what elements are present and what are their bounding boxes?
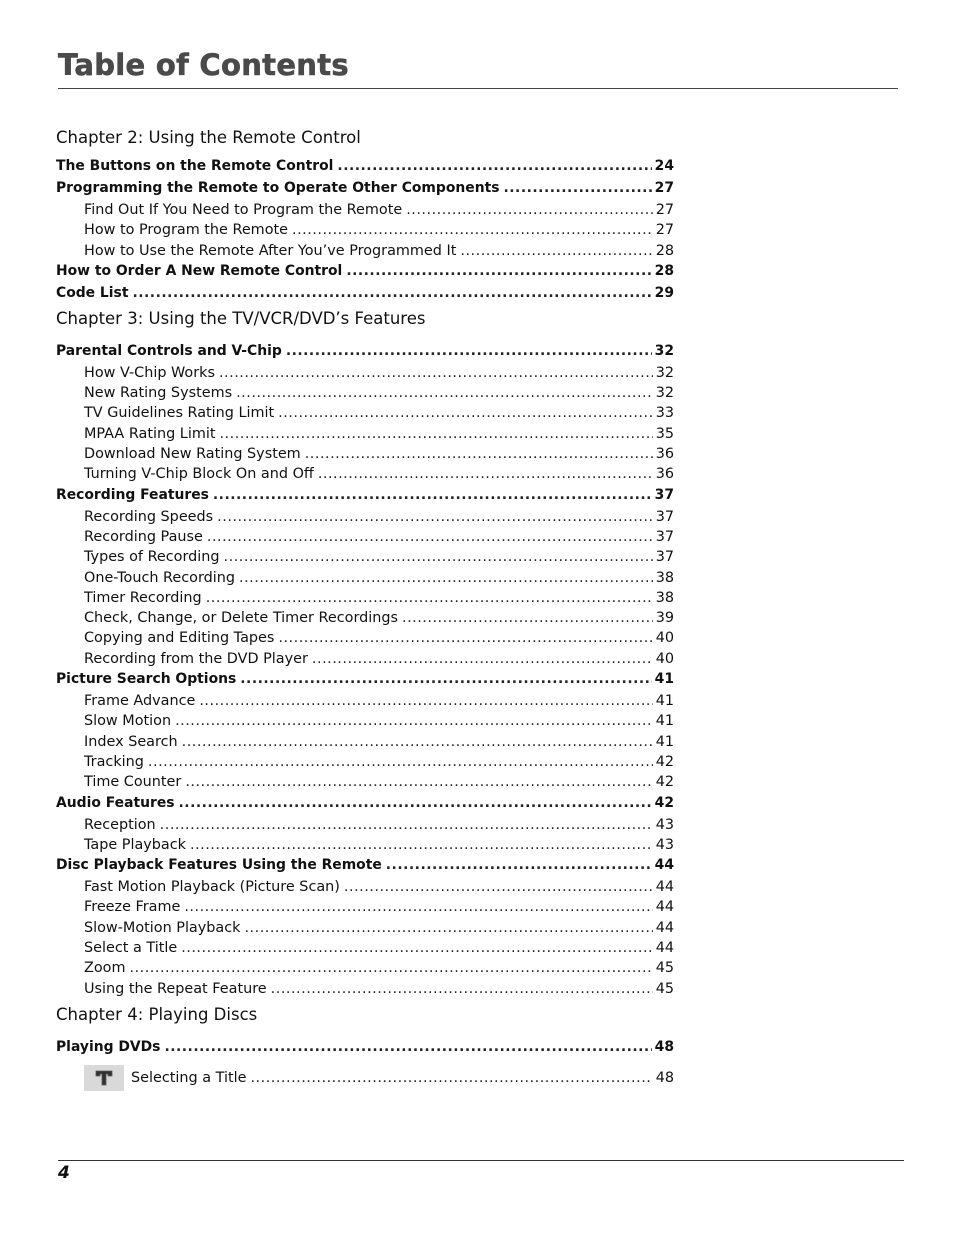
toc-entry-label: Selecting a Title [131,1069,247,1086]
toc-entry-page: 41 [655,713,674,730]
toc-entry [56,549,674,569]
toc-entry-label: Check, Change, or Delete Timer Recordings [84,610,398,627]
toc-entry-label: Zoom [84,960,126,977]
toc-entry [56,671,674,693]
toc-entry [56,940,674,960]
dot-leader [207,529,653,545]
toc-entry-page: 37 [655,508,674,525]
toc-entry-label: Recording Speeds [84,508,214,525]
toc-entry-page: 37 [655,549,674,566]
dot-leader [239,570,653,586]
toc-entry [56,774,674,794]
dot-leader [292,222,653,238]
toc-entry-label: Turning V-Chip Block On and Off [84,466,314,483]
dot-leader [312,651,653,667]
toc-entry-label: How to Program the Remote [84,222,288,239]
toc-entry [56,817,674,837]
toc-entry-label: Tape Playback [84,836,186,853]
toc-entry-page: 33 [655,405,674,422]
toc-entry [56,570,674,590]
toc-entry-label: Fast Motion Playback (Picture Scan) [84,879,340,896]
dot-leader [160,817,653,833]
toc-entry-page: 32 [655,364,674,381]
toc-entry-page: 45 [655,960,674,977]
toc-entry-page: 42 [654,794,674,811]
chapter-heading: Chapter 3: Using the TV/VCR/DVD’s Features [56,308,426,328]
toc-entry-page: 24 [654,158,674,174]
toc-entry-label: Select a Title [84,940,178,957]
dot-leader [346,263,651,279]
toc-entry-label: Using the Repeat Feature [84,980,267,997]
toc-entry [56,385,674,405]
toc-entry-label: Recording Features [56,486,209,503]
toc-entry-label: Recording Pause [84,528,203,545]
toc-entry [56,837,674,857]
toc-entry-page: 32 [655,385,674,402]
toc-entry-label: Picture Search Options [56,671,237,688]
toc-entry-page: 38 [655,569,674,586]
toc-entry-label: The Buttons on the Remote Control [56,158,334,174]
toc-entry [56,529,674,549]
toc-entry [56,263,674,285]
toc-entry [56,365,674,385]
dot-leader [406,202,652,218]
toc-entry [56,734,674,754]
toc-entry-page: 41 [655,693,674,710]
toc-entry-page: 40 [655,650,674,667]
toc-entry-page: 35 [655,425,674,442]
dot-leader [219,426,652,442]
toc-entry [56,466,674,486]
toc-entry-label: Parental Controls and V-Chip [56,342,282,359]
toc-entry [56,693,674,713]
toc-entry [56,630,674,650]
dot-leader [164,1039,651,1055]
dot-leader [148,754,653,770]
toc-entry-page: 27 [655,222,674,239]
toc-entry-label: Types of Recording [84,549,220,566]
toc-entry-label: Copying and Editing Tapes [84,630,275,647]
dot-leader [460,243,652,259]
toc-entry-page: 43 [655,836,674,853]
toc-entry [56,651,674,671]
chapter-heading: Chapter 4: Playing Discs [56,1004,258,1024]
toc-entry-page: 36 [655,446,674,463]
toc-entry [56,590,674,610]
toc-entry [56,158,674,180]
toc-entry-page: 39 [655,610,674,627]
toc-entry [56,426,674,446]
toc-entry [56,285,674,307]
dot-leader [190,837,653,853]
toc-entry-label: Timer Recording [84,589,202,606]
table-of-contents [56,128,674,1093]
dot-leader [402,610,653,626]
toc-entry [56,509,674,529]
dot-leader [217,509,653,525]
toc-entry [56,857,674,879]
dot-leader [386,857,652,873]
toc-entry-page: 29 [654,284,674,301]
toc-entry-page: 43 [655,816,674,833]
toc-entry-page: 44 [655,879,674,896]
dot-leader [236,385,653,401]
toc-entry-label: Playing DVDs [56,1038,161,1055]
toc-entry-label: Reception [84,816,156,833]
dot-leader [175,713,653,729]
dot-leader [199,693,652,709]
dot-leader [344,879,653,895]
toc-entry-page: 42 [655,753,674,770]
dot-leader [504,180,652,196]
dot-leader [206,590,653,606]
page-number: 4 [58,1163,70,1183]
toc-entry-page: 37 [655,528,674,545]
toc-entry-page: 27 [654,180,674,196]
toc-entry-label: MPAA Rating Limit [84,425,216,442]
dot-leader [185,774,652,790]
toc-entry-label: Slow Motion [84,713,172,730]
toc-entry [56,920,674,940]
toc-entry [56,202,674,222]
toc-entry-label: How V-Chip Works [84,364,215,381]
toc-entry [56,222,674,242]
dot-leader [213,487,652,503]
dot-leader [132,285,651,301]
dot-leader [286,343,652,359]
dot-leader [337,158,651,174]
toc-entry-label: How to Order A New Remote Control [56,262,343,279]
toc-entry [56,713,674,733]
toc-entry-page: 37 [654,486,674,503]
toc-entry-label: Audio Features [56,794,175,811]
dot-leader [305,446,653,462]
toc-entry-label: Time Counter [84,774,182,791]
toc-entry [56,879,674,899]
dot-leader [278,630,652,646]
toc-entry [56,405,674,425]
toc-entry-label: Frame Advance [84,693,196,710]
toc-entry-page: 28 [655,242,674,259]
dot-leader [250,1070,652,1086]
toc-entry-label: Freeze Frame [84,899,181,916]
toc-entry [56,1063,674,1093]
dot-leader [219,365,653,381]
dot-leader [224,549,653,565]
footer-divider [58,1160,904,1161]
toc-entry-label: Disc Playback Features Using the Remote [56,857,382,874]
toc-entry [56,487,674,509]
toc-entry-label: Tracking [84,753,144,770]
dot-leader [244,920,652,936]
toc-entry [56,1039,674,1061]
dot-leader [184,899,652,915]
toc-entry [56,180,674,202]
toc-entry-page: 28 [654,262,674,279]
dot-leader [181,940,652,956]
dot-leader [318,466,653,482]
chapter-heading: Chapter 2: Using the Remote Control [56,128,361,147]
toc-entry-page: 48 [654,1038,674,1055]
toc-entry-page: 41 [655,733,674,750]
toc-entry-label: Programming the Remote to Operate Other Components [56,180,500,196]
toc-entry-label: Index Search [84,733,178,750]
page-title: Table of Contents [58,48,349,82]
toc-entry-label: New Rating Systems [84,385,233,402]
toc-entry-label: Code List [56,284,129,301]
toc-entry-page: 48 [655,1069,674,1086]
dot-leader [130,960,653,976]
toc-entry-page: 36 [655,466,674,483]
toc-entry [56,981,674,1001]
toc-entry [56,899,674,919]
toc-entry [56,243,674,263]
toc-entry-label: One-Touch Recording [84,569,236,586]
toc-entry-page: 32 [654,342,674,359]
toc-entry [56,795,674,817]
toc-entry [56,754,674,774]
toc-entry [56,610,674,630]
toc-entry-page: 45 [655,980,674,997]
title-divider [58,88,898,89]
toc-entry-label: Find Out If You Need to Program the Remote [84,202,403,218]
toc-entry [56,343,674,365]
toc-entry [56,960,674,980]
toc-entry-page: 44 [655,919,674,936]
dot-leader [240,671,651,687]
toc-entry-label: Download New Rating System [84,446,301,463]
toc-entry-label: TV Guidelines Rating Limit [84,405,275,422]
toc-entry-page: 40 [655,630,674,647]
toc-entry-page: 44 [655,899,674,916]
toc-entry-page: 44 [654,857,674,874]
toc-entry-page: 38 [655,589,674,606]
toc-entry-page: 44 [655,940,674,957]
dot-leader [182,734,653,750]
dot-leader [278,405,653,421]
title-t-icon [84,1065,124,1091]
toc-entry-label: How to Use the Remote After You’ve Programmed It [84,242,457,259]
toc-entry-page: 41 [654,671,674,688]
toc-entry-page: 42 [655,774,674,791]
toc-entry [56,446,674,466]
dot-leader [179,795,652,811]
toc-entry-label: Recording from the DVD Player [84,650,308,667]
toc-entry-label: Slow-Motion Playback [84,919,241,936]
dot-leader [271,981,653,997]
toc-entry-page: 27 [655,202,674,218]
